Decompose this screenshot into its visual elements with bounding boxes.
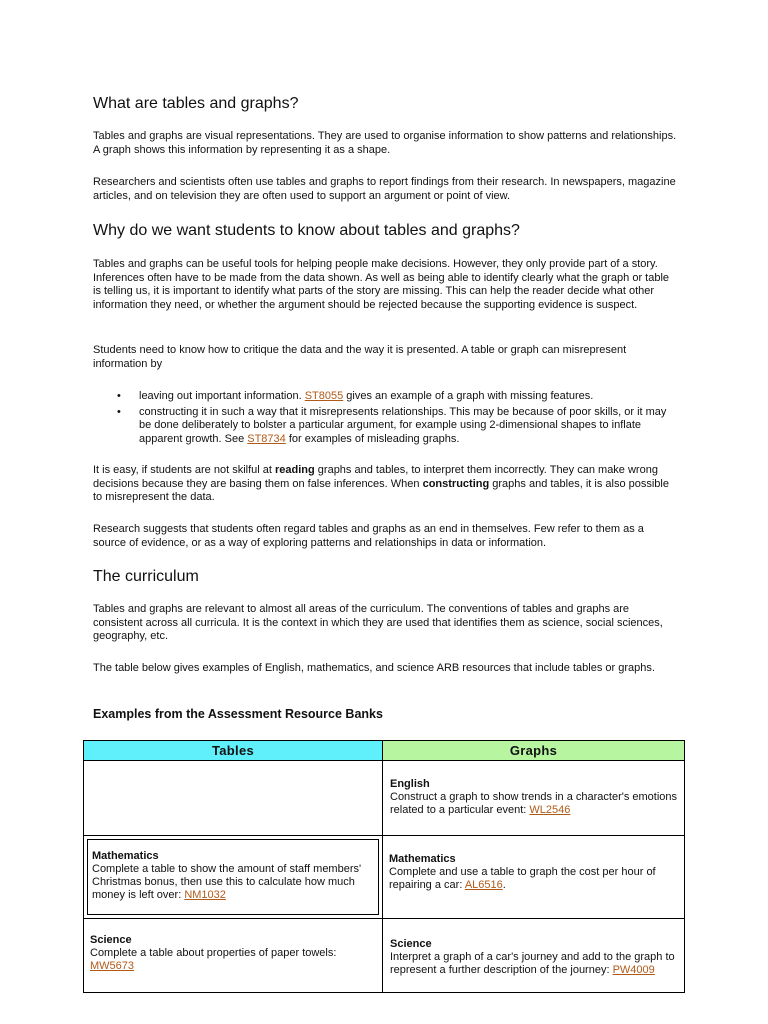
paragraph-intro: Tables and graphs are visual representations. They are used to organise information to show patterns and relationships. A graph shows this information by representing it as a shape. [93, 130, 677, 156]
misrepresent-list [93, 390, 677, 448]
link-st8734[interactable]: ST8734 [247, 432, 286, 445]
list-item: • leaving out important information. ST8055 gives an example of a graph with missing features. [117, 390, 594, 402]
paragraph-researchers: Researchers and scientists often use tables and graphs to report findings from their research. In newspapers, magazine articles, and on television they are often used to support an argument or point of view. [93, 176, 676, 202]
cell-graphs-english: English Construct a graph to show trends in a character's emotions related to a particular event: WL2546 [382, 760, 685, 836]
cell-graphs-math: Mathematics Complete and use a table to graph the cost per hour of repairing a car: AL6516. [382, 835, 685, 919]
paragraph-table-below: The table below gives examples of English, mathematics, and science ARB resources that include tables or graphs. [93, 662, 655, 674]
link-pw4009[interactable]: PW4009 [612, 964, 655, 976]
cell-tables-math [83, 835, 383, 919]
paragraph-critique: Students need to know how to critique the data and the way it is presented. A table or graph can misrepresent information by [93, 344, 627, 370]
bullet-icon: • [117, 405, 121, 418]
bullet-icon: • [117, 390, 121, 402]
list-item: • constructing it in such a way that it misrepresents relationships. This may be because of poor skills, or it may be done deliberately to bolster a particular argument, for example using 2-dimensional shapes to inflate apparent growth. See ST8734 for examples of misleading graphs. [117, 405, 667, 445]
link-st8055[interactable]: ST8055 [304, 390, 344, 402]
table-heading: Examples from the Assessment Resource Banks [93, 707, 383, 721]
cell-tables-science: Science Complete a table about properties of paper towels: MW5673 [83, 918, 383, 993]
cell-tables-math-inner: Mathematics Complete a table to show the amount of staff members' Christmas bonus, then use this to calculate how much money is left over: NM1032 [87, 839, 379, 915]
header-graphs: Graphs [382, 740, 685, 761]
paragraph-curriculum: Tables and graphs are relevant to almost all areas of the curriculum. The conventions of tables and graphs are consistent across all curricula. It is the context in which they are used that identifies them as science, social sciences, geography, etc. [93, 603, 663, 643]
paragraph-reading: It is easy, if students are not skilful at reading graphs and tables, to interpret them incorrectly. They can make wrong decisions because they are basing them on false inferences. When constructing graphs and tables, it is also possible to misrepresent the data. [93, 464, 669, 504]
link-wl2546[interactable]: WL2546 [529, 804, 571, 816]
link-nm1032[interactable]: NM1032 [184, 889, 226, 901]
cell-tables-english [83, 760, 383, 836]
link-al6516[interactable]: AL6516 [464, 879, 503, 891]
heading-why-students: Why do we want students to know about tables and graphs? [93, 222, 520, 239]
cell-graphs-science: Science Interpret a graph of a car's journey and add to the graph to represent a further description of the journey: PW4009 [382, 918, 685, 993]
heading-curriculum: The curriculum [93, 568, 199, 585]
paragraph-research: Research suggests that students often regard tables and graphs as an end in themselves. Few refer to them as a source of evidence, or as a way of exploring patterns and relationships in data or information. [93, 523, 644, 549]
paragraph-decisions: Tables and graphs can be useful tools for helping people make decisions. However, they only provide part of a story. Inferences often have to be made from the data shown. As well as being able to identify clearly what the graph or table is telling us, it is important to identify what parts of the story are missing. This can help the reader decide what other information they need, or whether the argument should be rejected because the supporting evidence is suspect. [93, 258, 670, 311]
link-mw5673[interactable]: MW5673 [90, 960, 135, 972]
header-tables: Tables [83, 740, 383, 761]
heading-what-are-tables: What are tables and graphs? [93, 95, 299, 112]
